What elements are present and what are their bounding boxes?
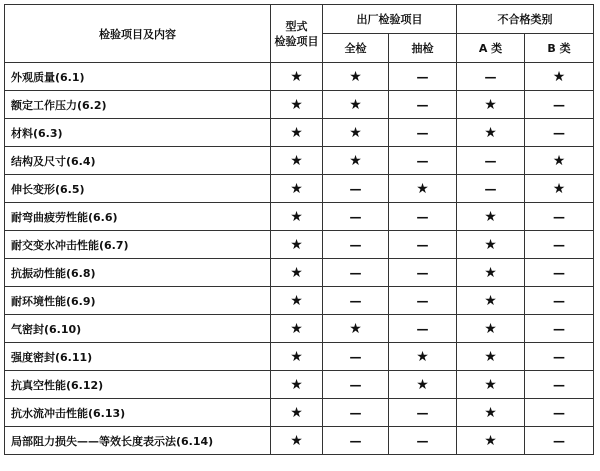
dash-mark-full: — [323, 287, 389, 315]
star-mark-full: ★ [323, 315, 389, 343]
item-name-cell: 气密封(6.10) [5, 315, 271, 343]
table-row [5, 343, 594, 371]
star-mark-sample: ★ [389, 175, 457, 203]
table-row [5, 63, 594, 91]
star-mark-type: ★ [271, 91, 323, 119]
dash-mark-b: — [525, 119, 594, 147]
dash-mark-full: — [323, 231, 389, 259]
star-mark-a: ★ [457, 343, 525, 371]
table-row [5, 175, 594, 203]
star-mark-full: ★ [323, 91, 389, 119]
item-name-cell: 伸长变形(6.5) [5, 175, 271, 203]
star-mark-a: ★ [457, 231, 525, 259]
dash-mark-b: — [525, 203, 594, 231]
star-mark-a: ★ [457, 427, 525, 455]
dash-mark-a: — [457, 63, 525, 91]
dash-mark-sample: — [389, 399, 457, 427]
dash-mark-full: — [323, 175, 389, 203]
item-name-cell: 抗水流冲击性能(6.13) [5, 399, 271, 427]
table-row [5, 231, 594, 259]
table-row [5, 91, 594, 119]
dash-mark-sample: — [389, 259, 457, 287]
dash-mark-b: — [525, 315, 594, 343]
star-mark-a: ★ [457, 315, 525, 343]
header-b-class: B 类 [525, 34, 594, 63]
star-mark-type: ★ [271, 259, 323, 287]
header-type-test-line2: 检验项目 [274, 34, 319, 48]
star-mark-a: ★ [457, 287, 525, 315]
star-mark-type: ★ [271, 119, 323, 147]
star-mark-type: ★ [271, 231, 323, 259]
item-name-cell: 额定工作压力(6.2) [5, 91, 271, 119]
header-type-test-line1: 型式 [285, 19, 308, 33]
dash-mark-sample: — [389, 119, 457, 147]
dash-mark-full: — [323, 399, 389, 427]
item-name-cell: 外观质量(6.1) [5, 63, 271, 91]
item-name-cell: 抗振动性能(6.8) [5, 259, 271, 287]
header-full-inspection: 全检 [323, 34, 389, 63]
header-sample-inspection: 抽检 [389, 34, 457, 63]
dash-mark-sample: — [389, 287, 457, 315]
star-mark-b: ★ [525, 147, 594, 175]
star-mark-b: ★ [525, 175, 594, 203]
star-mark-a: ★ [457, 399, 525, 427]
dash-mark-b: — [525, 91, 594, 119]
item-name-cell: 抗真空性能(6.12) [5, 371, 271, 399]
dash-mark-sample: — [389, 147, 457, 175]
item-name-cell: 强度密封(6.11) [5, 343, 271, 371]
dash-mark-full: — [323, 371, 389, 399]
star-mark-a: ★ [457, 259, 525, 287]
table-row [5, 203, 594, 231]
dash-mark-b: — [525, 259, 594, 287]
star-mark-b: ★ [525, 63, 594, 91]
header-type-test [271, 5, 323, 63]
item-name-cell: 结构及尺寸(6.4) [5, 147, 271, 175]
star-mark-type: ★ [271, 343, 323, 371]
table-row [5, 287, 594, 315]
item-name-cell: 耐交变水冲击性能(6.7) [5, 231, 271, 259]
star-mark-full: ★ [323, 63, 389, 91]
dash-mark-b: — [525, 231, 594, 259]
table-row [5, 427, 594, 455]
dash-mark-b: — [525, 427, 594, 455]
inspection-table [4, 4, 594, 455]
dash-mark-b: — [525, 371, 594, 399]
table-row [5, 147, 594, 175]
dash-mark-sample: — [389, 231, 457, 259]
dash-mark-b: — [525, 399, 594, 427]
dash-mark-full: — [323, 259, 389, 287]
header-defect-class: 不合格类别 [457, 5, 594, 34]
dash-mark-sample: — [389, 315, 457, 343]
dash-mark-full: — [323, 203, 389, 231]
dash-mark-full: — [323, 427, 389, 455]
header-row-1 [5, 5, 594, 34]
item-name-cell: 材料(6.3) [5, 119, 271, 147]
star-mark-type: ★ [271, 147, 323, 175]
dash-mark-sample: — [389, 203, 457, 231]
star-mark-type: ★ [271, 203, 323, 231]
item-name-cell: 耐弯曲疲劳性能(6.6) [5, 203, 271, 231]
table-row [5, 315, 594, 343]
table-row [5, 399, 594, 427]
star-mark-a: ★ [457, 91, 525, 119]
star-mark-sample: ★ [389, 343, 457, 371]
star-mark-type: ★ [271, 315, 323, 343]
star-mark-a: ★ [457, 203, 525, 231]
header-item: 检验项目及内容 [5, 5, 271, 63]
star-mark-full: ★ [323, 119, 389, 147]
star-mark-type: ★ [271, 63, 323, 91]
table-body [5, 63, 594, 455]
header-factory: 出厂检验项目 [323, 5, 457, 34]
dash-mark-b: — [525, 287, 594, 315]
dash-mark-full: — [323, 343, 389, 371]
star-mark-type: ★ [271, 399, 323, 427]
table-row [5, 119, 594, 147]
star-mark-type: ★ [271, 371, 323, 399]
dash-mark-a: — [457, 147, 525, 175]
star-mark-a: ★ [457, 119, 525, 147]
star-mark-type: ★ [271, 287, 323, 315]
star-mark-type: ★ [271, 427, 323, 455]
star-mark-a: ★ [457, 371, 525, 399]
dash-mark-sample: — [389, 91, 457, 119]
dash-mark-b: — [525, 343, 594, 371]
dash-mark-sample: — [389, 63, 457, 91]
star-mark-sample: ★ [389, 371, 457, 399]
table-row [5, 371, 594, 399]
item-name-cell: 局部阻力损失——等效长度表示法(6.14) [5, 427, 271, 455]
item-name-cell: 耐环境性能(6.9) [5, 287, 271, 315]
star-mark-full: ★ [323, 147, 389, 175]
table-row [5, 259, 594, 287]
star-mark-type: ★ [271, 175, 323, 203]
dash-mark-sample: — [389, 427, 457, 455]
dash-mark-a: — [457, 175, 525, 203]
header-a-class: A 类 [457, 34, 525, 63]
